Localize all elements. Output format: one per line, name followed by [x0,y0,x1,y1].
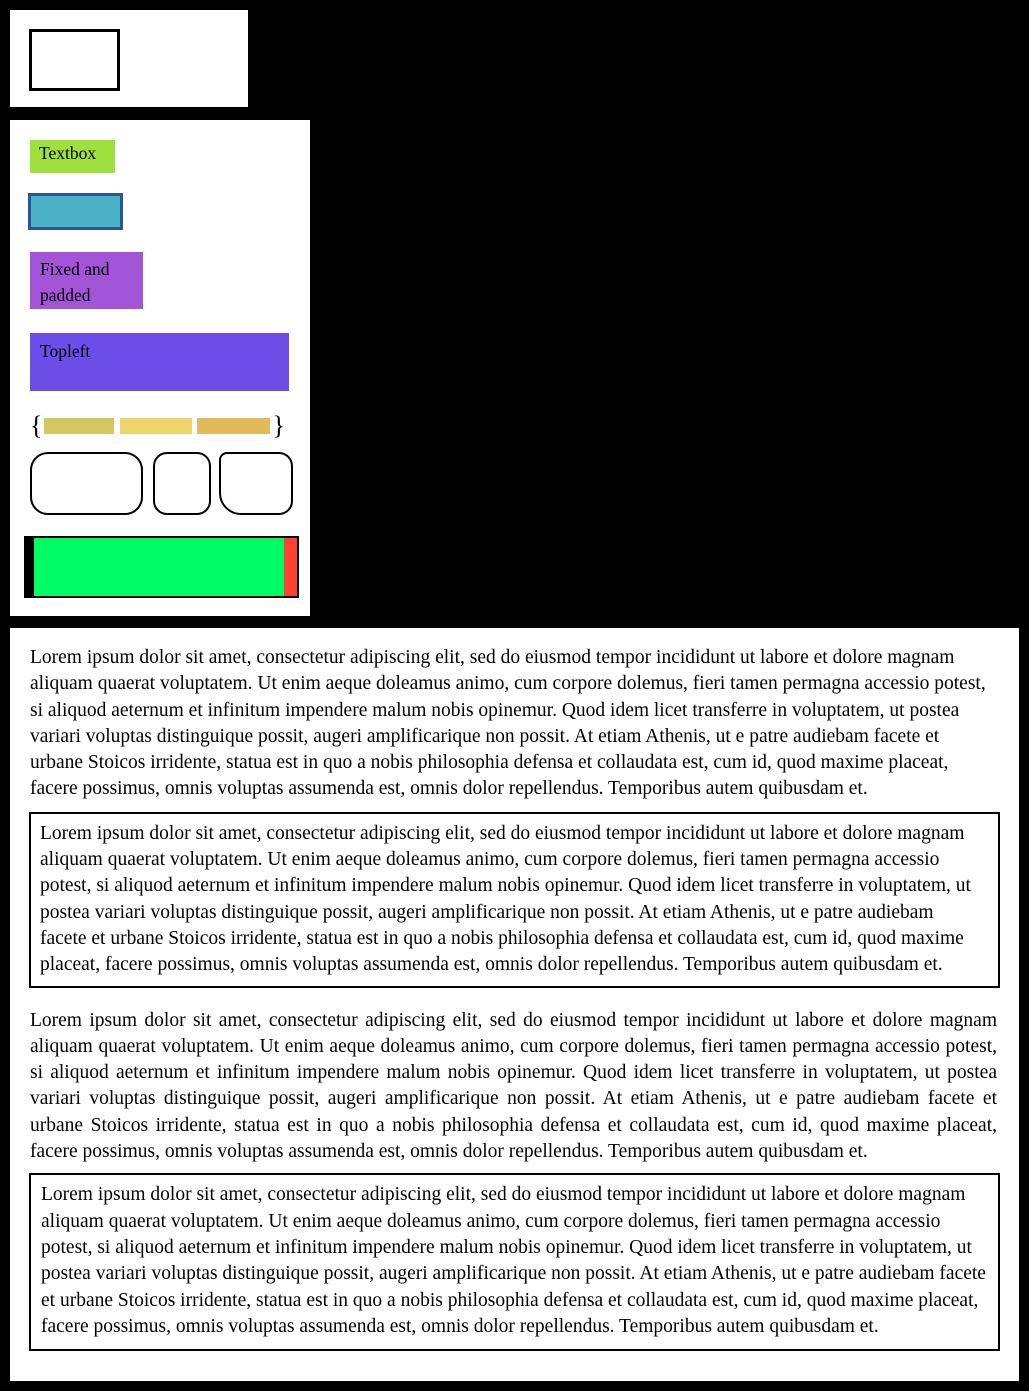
rounded-button-large[interactable] [30,452,143,515]
rounded-button-small[interactable] [153,452,211,515]
widget-panel [10,120,310,616]
textbox-widget[interactable]: Textbox [30,140,115,173]
button-row [30,452,293,515]
document-panel [10,628,1019,1381]
frame-panel [10,10,248,107]
input-box[interactable] [28,193,123,230]
progress-bar [24,536,299,598]
paragraph-justified: Lorem ipsum dolor sit amet, consectetur adipiscing elit, sed do eiusmod tempor incididunt ut labore et dolore magnam aliquam quaerat voluptatem. Ut enim aeque doleamus animo, cum corpore dolemus, fieri tamen permagna accessio potest, si aliquod aeternum et infinitum impendere malum nobis opinemur. Quod idem licet transferre in voluptatem, ut postea variari voluptas distinguique possit, augeri amplificarique non possit. At etiam Athenis, ut e patre audiebam facete et urbane Stoicos irridente, statua est in quo a nobis philosophia defensa et collaudata est, cum id, quod maxime placeat, facere possimus, omnis voluptas assumenda est, omnis dolor repellendus. Temporibus autem quibusdam et. [30,1009,997,1163]
inner-rectangle [29,29,120,91]
close-brace: } [272,411,285,440]
segment-first [44,418,114,434]
segment-third [197,418,270,434]
fixed-padded-box: Fixed and padded [30,252,143,309]
progress-fill [34,538,284,596]
rounded-button-asymmetric[interactable] [219,452,293,515]
progress-remainder [284,538,297,596]
topleft-box: Topleft [30,333,289,391]
brace-group [30,408,285,444]
paragraph-boxed-second: Lorem ipsum dolor sit amet, consectetur adipiscing elit, sed do eiusmod tempor incididunt ut labore et dolore magnam aliquam quaerat voluptatem. Ut enim aeque doleamus animo, cum corpore dolemus, fieri tamen permagna accessio potest, si aliquod aeternum et infinitum impendere malum nobis opinemur. Quod idem licet transferre in voluptatem, ut postea variari voluptas distinguique possit, augeri amplificarique non possit. At etiam Athenis, ut e patre audiebam facete et urbane Stoicos irridente, statua est in quo a nobis philosophia defensa et collaudata est, cum id, quod maxime placeat, facere possimus, omnis voluptas assumenda est, omnis dolor repellendus. Temporibus autem quibusdam et. [29,1173,1000,1351]
open-brace: { [30,411,43,440]
segment-second [120,418,192,434]
paragraph-plain-first: Lorem ipsum dolor sit amet, consectetur adipiscing elit, sed do eiusmod tempor incididunt ut labore et dolore magnam aliquam quaerat voluptatem. Ut enim aeque doleamus animo, cum corpore dolemus, fieri tamen permagna accessio potest, si aliquod aeternum et infinitum impendere malum nobis opinemur. Quod idem licet transferre in voluptatem, ut postea variari voluptas distinguique possit, augeri amplificarique non possit. At etiam Athenis, ut e patre audiebam facete et urbane Stoicos irridente, statua est in quo a nobis philosophia defensa et collaudata est, cum id, quod maxime placeat, facere possimus, omnis voluptas assumenda est, omnis dolor repellendus. Temporibus autem quibusdam et. [30,647,986,800]
paragraph-boxed-first: Lorem ipsum dolor sit amet, consectetur adipiscing elit, sed do eiusmod tempor incididunt ut labore et dolore magnam aliquam quaerat voluptatem. Ut enim aeque doleamus animo, cum corpore dolemus, fieri tamen permagna accessio potest, si aliquod aeternum et infinitum impendere malum nobis opinemur. Quod idem licet transferre in voluptatem, ut postea variari voluptas distinguique possit, augeri amplificarique non possit. At etiam Athenis, ut e patre audiebam facete et urbane Stoicos irridente, statua est in quo a nobis philosophia defensa et collaudata est, cum id, quod maxime placeat, facere possimus, omnis voluptas assumenda est, omnis dolor repellendus. Temporibus autem quibusdam et. [29,812,1000,988]
